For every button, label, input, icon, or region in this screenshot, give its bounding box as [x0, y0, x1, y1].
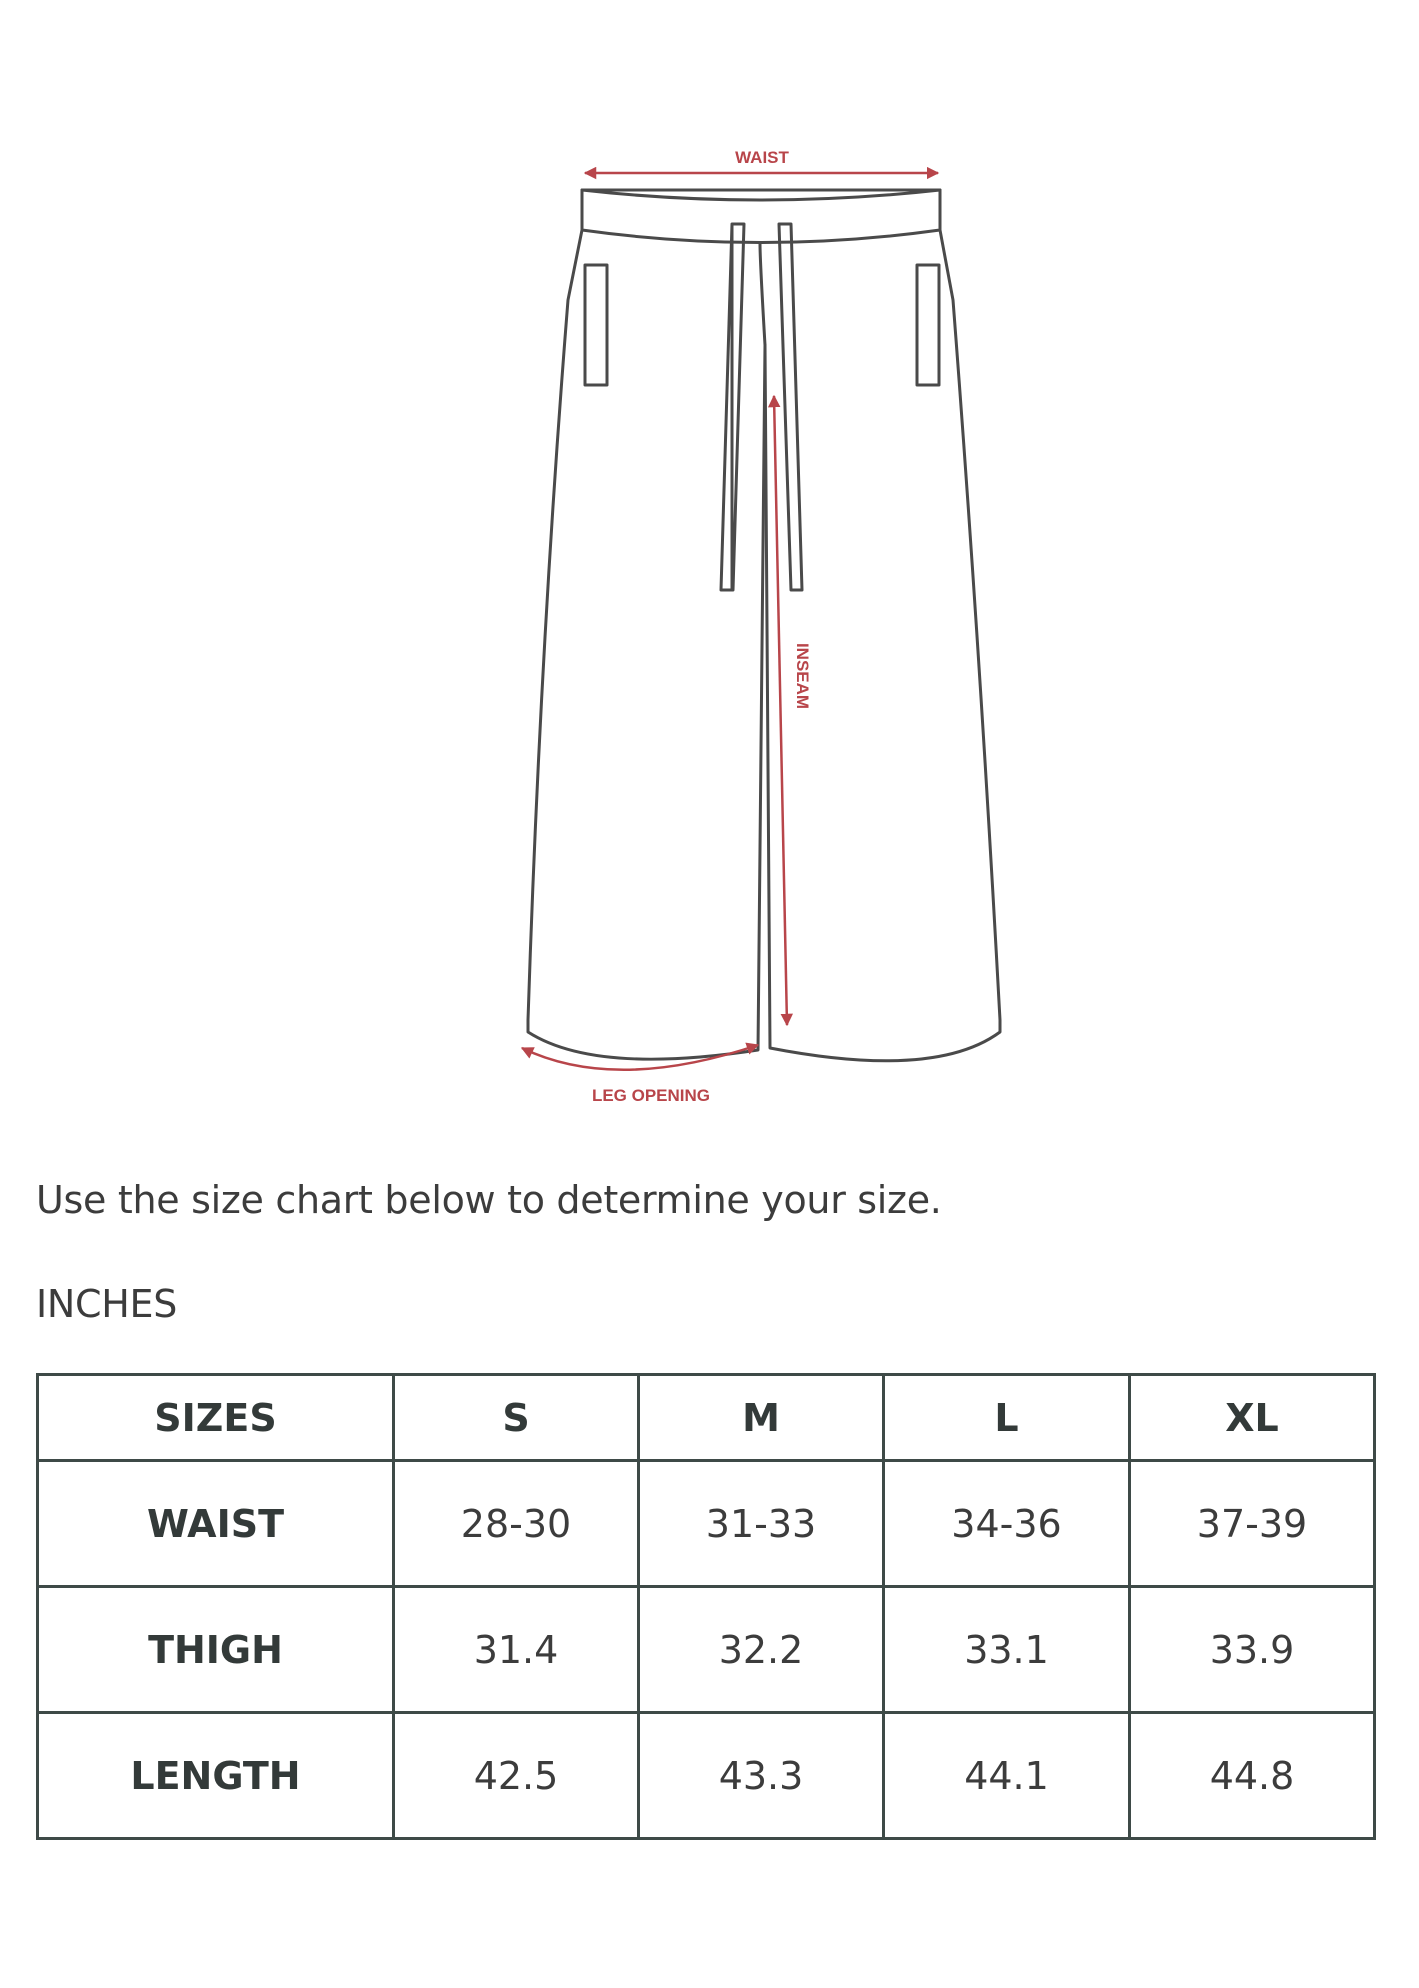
inseam-label: INSEAM	[793, 642, 812, 710]
waist-l: 34-36	[884, 1461, 1130, 1587]
header-size-s: S	[394, 1375, 639, 1461]
table-row-length	[38, 1713, 1375, 1839]
right-pocket	[917, 265, 939, 385]
thigh-s: 31.4	[394, 1587, 639, 1713]
waist-s: 28-30	[394, 1461, 639, 1587]
waist-xl: 37-39	[1130, 1461, 1375, 1587]
size-chart-instructions: Use the size chart below to determine your size.	[36, 1178, 942, 1222]
row-label-thigh: THIGH	[38, 1587, 394, 1713]
waistband	[582, 190, 940, 243]
right-drawstring	[779, 224, 802, 590]
thigh-m: 32.2	[639, 1587, 884, 1713]
length-m: 43.3	[639, 1713, 884, 1839]
header-size-m: M	[639, 1375, 884, 1461]
table-row-thigh	[38, 1587, 1375, 1713]
length-xl: 44.8	[1130, 1713, 1375, 1839]
inseam-measure-line	[774, 396, 787, 1025]
header-size-xl: XL	[1130, 1375, 1375, 1461]
waist-label: WAIST	[735, 148, 789, 167]
header-sizes: SIZES	[38, 1375, 394, 1461]
thigh-l: 33.1	[884, 1587, 1130, 1713]
row-label-length: LENGTH	[38, 1713, 394, 1839]
table-header-row	[38, 1375, 1375, 1461]
header-size-l: L	[884, 1375, 1130, 1461]
size-chart-table	[36, 1373, 1376, 1840]
table-row-waist	[38, 1461, 1375, 1587]
leg-opening-label: LEG OPENING	[591, 1086, 711, 1105]
unit-label: INCHES	[36, 1282, 178, 1326]
left-pocket	[585, 265, 607, 385]
left-drawstring	[721, 224, 744, 590]
length-s: 42.5	[394, 1713, 639, 1839]
waist-m: 31-33	[639, 1461, 884, 1587]
leg-opening-measure-line	[522, 1045, 758, 1070]
thigh-xl: 33.9	[1130, 1587, 1375, 1713]
length-l: 44.1	[884, 1713, 1130, 1839]
row-label-waist: WAIST	[38, 1461, 394, 1587]
